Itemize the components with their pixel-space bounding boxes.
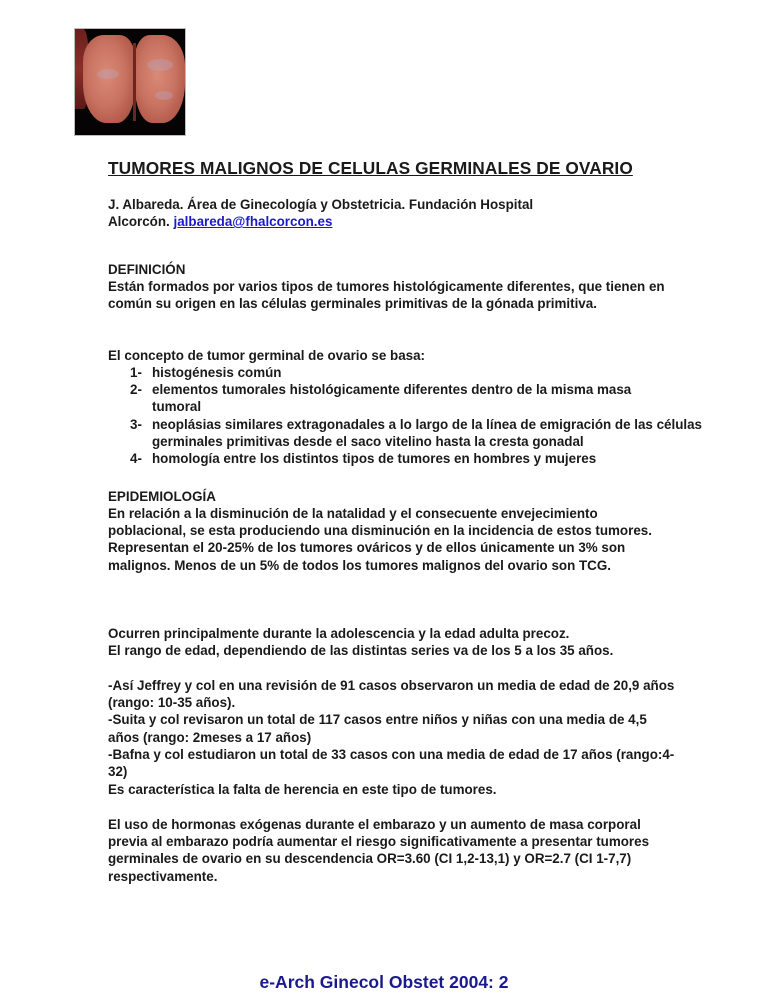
author-affiliation [108, 196, 708, 230]
journal-footer: e-Arch Ginecol Obstet 2004: 2 [259, 972, 509, 992]
definicion-paragraph: Están formados por varios tipos de tumores histológicamente diferentes, que tienen en común su origen en las células germinales primitivas de la gónada primitiva. [108, 279, 665, 312]
hormonas-paragraph: El uso de hormonas exógenas durante el embarazo y un aumento de masa corporal previa al embarazo podría aumentar el riesgo significativamente a presentar tumores germinales de ovario en su descendencia OR=3.60 (CI 1,2-13,1) y OR=2.7 (CI 1-7,7) respectivamente. [108, 817, 650, 884]
age-line-2: El rango de edad, dependiendo de las distintas series va de los 5 a los 35 años. [108, 643, 614, 659]
list-item [130, 416, 712, 450]
list-number: 4- [130, 451, 142, 467]
list-item [130, 364, 710, 381]
tissue-texture [147, 59, 173, 71]
tissue-texture [97, 69, 119, 79]
section-heading-epidemiologia: EPIDEMIOLOGÍA [108, 489, 216, 504]
section-heading-definicion: DEFINICIÓN [108, 262, 186, 277]
tissue-texture [155, 91, 173, 100]
list-number: 1- [130, 365, 142, 380]
list-number: 3- [130, 416, 142, 432]
study-item: -Bafna y col estudiaron un total de 33 casos con una media de edad de 17 años (rango:4-32) [108, 746, 675, 780]
epidemiologia-paragraphs [108, 505, 673, 574]
document-title: TUMORES MALIGNOS DE CELULAS GERMINALES DE OVARIO [108, 158, 633, 178]
age-paragraph [108, 625, 708, 659]
list-text: neoplásias similares extragonadales a lo largo de la línea de emigración de las células germinales primitivas desde el saco vitelino hasta la cresta gonadal [152, 416, 702, 449]
concept-list [130, 364, 710, 467]
list-text: elementos tumorales histológicamente diferentes dentro de la misma masa tumoral [152, 382, 632, 415]
tumor-lobe-left [83, 35, 135, 123]
study-item: -Así Jeffrey y col en una revisión de 91 casos observaron un media de edad de 20,9 años (rango: 10-35 años). [108, 678, 675, 711]
tumor-lobe-right [135, 35, 185, 123]
list-item [130, 381, 672, 415]
author-line-1: J. Albareda. Área de Ginecología y Obstetricia. Fundación Hospital [108, 197, 534, 212]
age-line-1: Ocurren principalmente durante la adolescencia y la edad adulta precoz. [108, 626, 570, 641]
list-number: 2- [130, 382, 142, 398]
epidemiologia-p2: Representan el 20-25% de los tumores ováricos y de ellos únicamente un 3% son malignos. Menos de un 5% de todos los tumores malignos del ovario son TCG. [108, 540, 626, 573]
author-email-link[interactable]: jalbareda@fhalcorcon.es [173, 214, 333, 230]
tumor-cleft [133, 43, 136, 121]
list-text: histogénesis común [152, 365, 282, 380]
studies-list [108, 677, 678, 780]
list-text: homología entre los distintos tipos de tumores en hombres y mujeres [152, 451, 597, 467]
list-item [130, 450, 732, 467]
tumor-photo [74, 28, 186, 136]
study-item: -Suita y col revisaron un total de 117 casos entre niños y niñas con una media de 4,5 años (rango: 2meses a 17 años) [108, 712, 647, 745]
author-line-2: Alcorcón. [108, 214, 170, 230]
herencia-paragraph: Es característica la falta de herencia en este tipo de tumores. [108, 782, 497, 797]
epidemiologia-p1: En relación a la disminución de la natalidad y el consecuente envejecimiento poblacional, se esta produciendo una disminución en la incidencia de estos tumores. [108, 506, 652, 539]
concept-intro: El concepto de tumor germinal de ovario se basa: [108, 348, 425, 363]
